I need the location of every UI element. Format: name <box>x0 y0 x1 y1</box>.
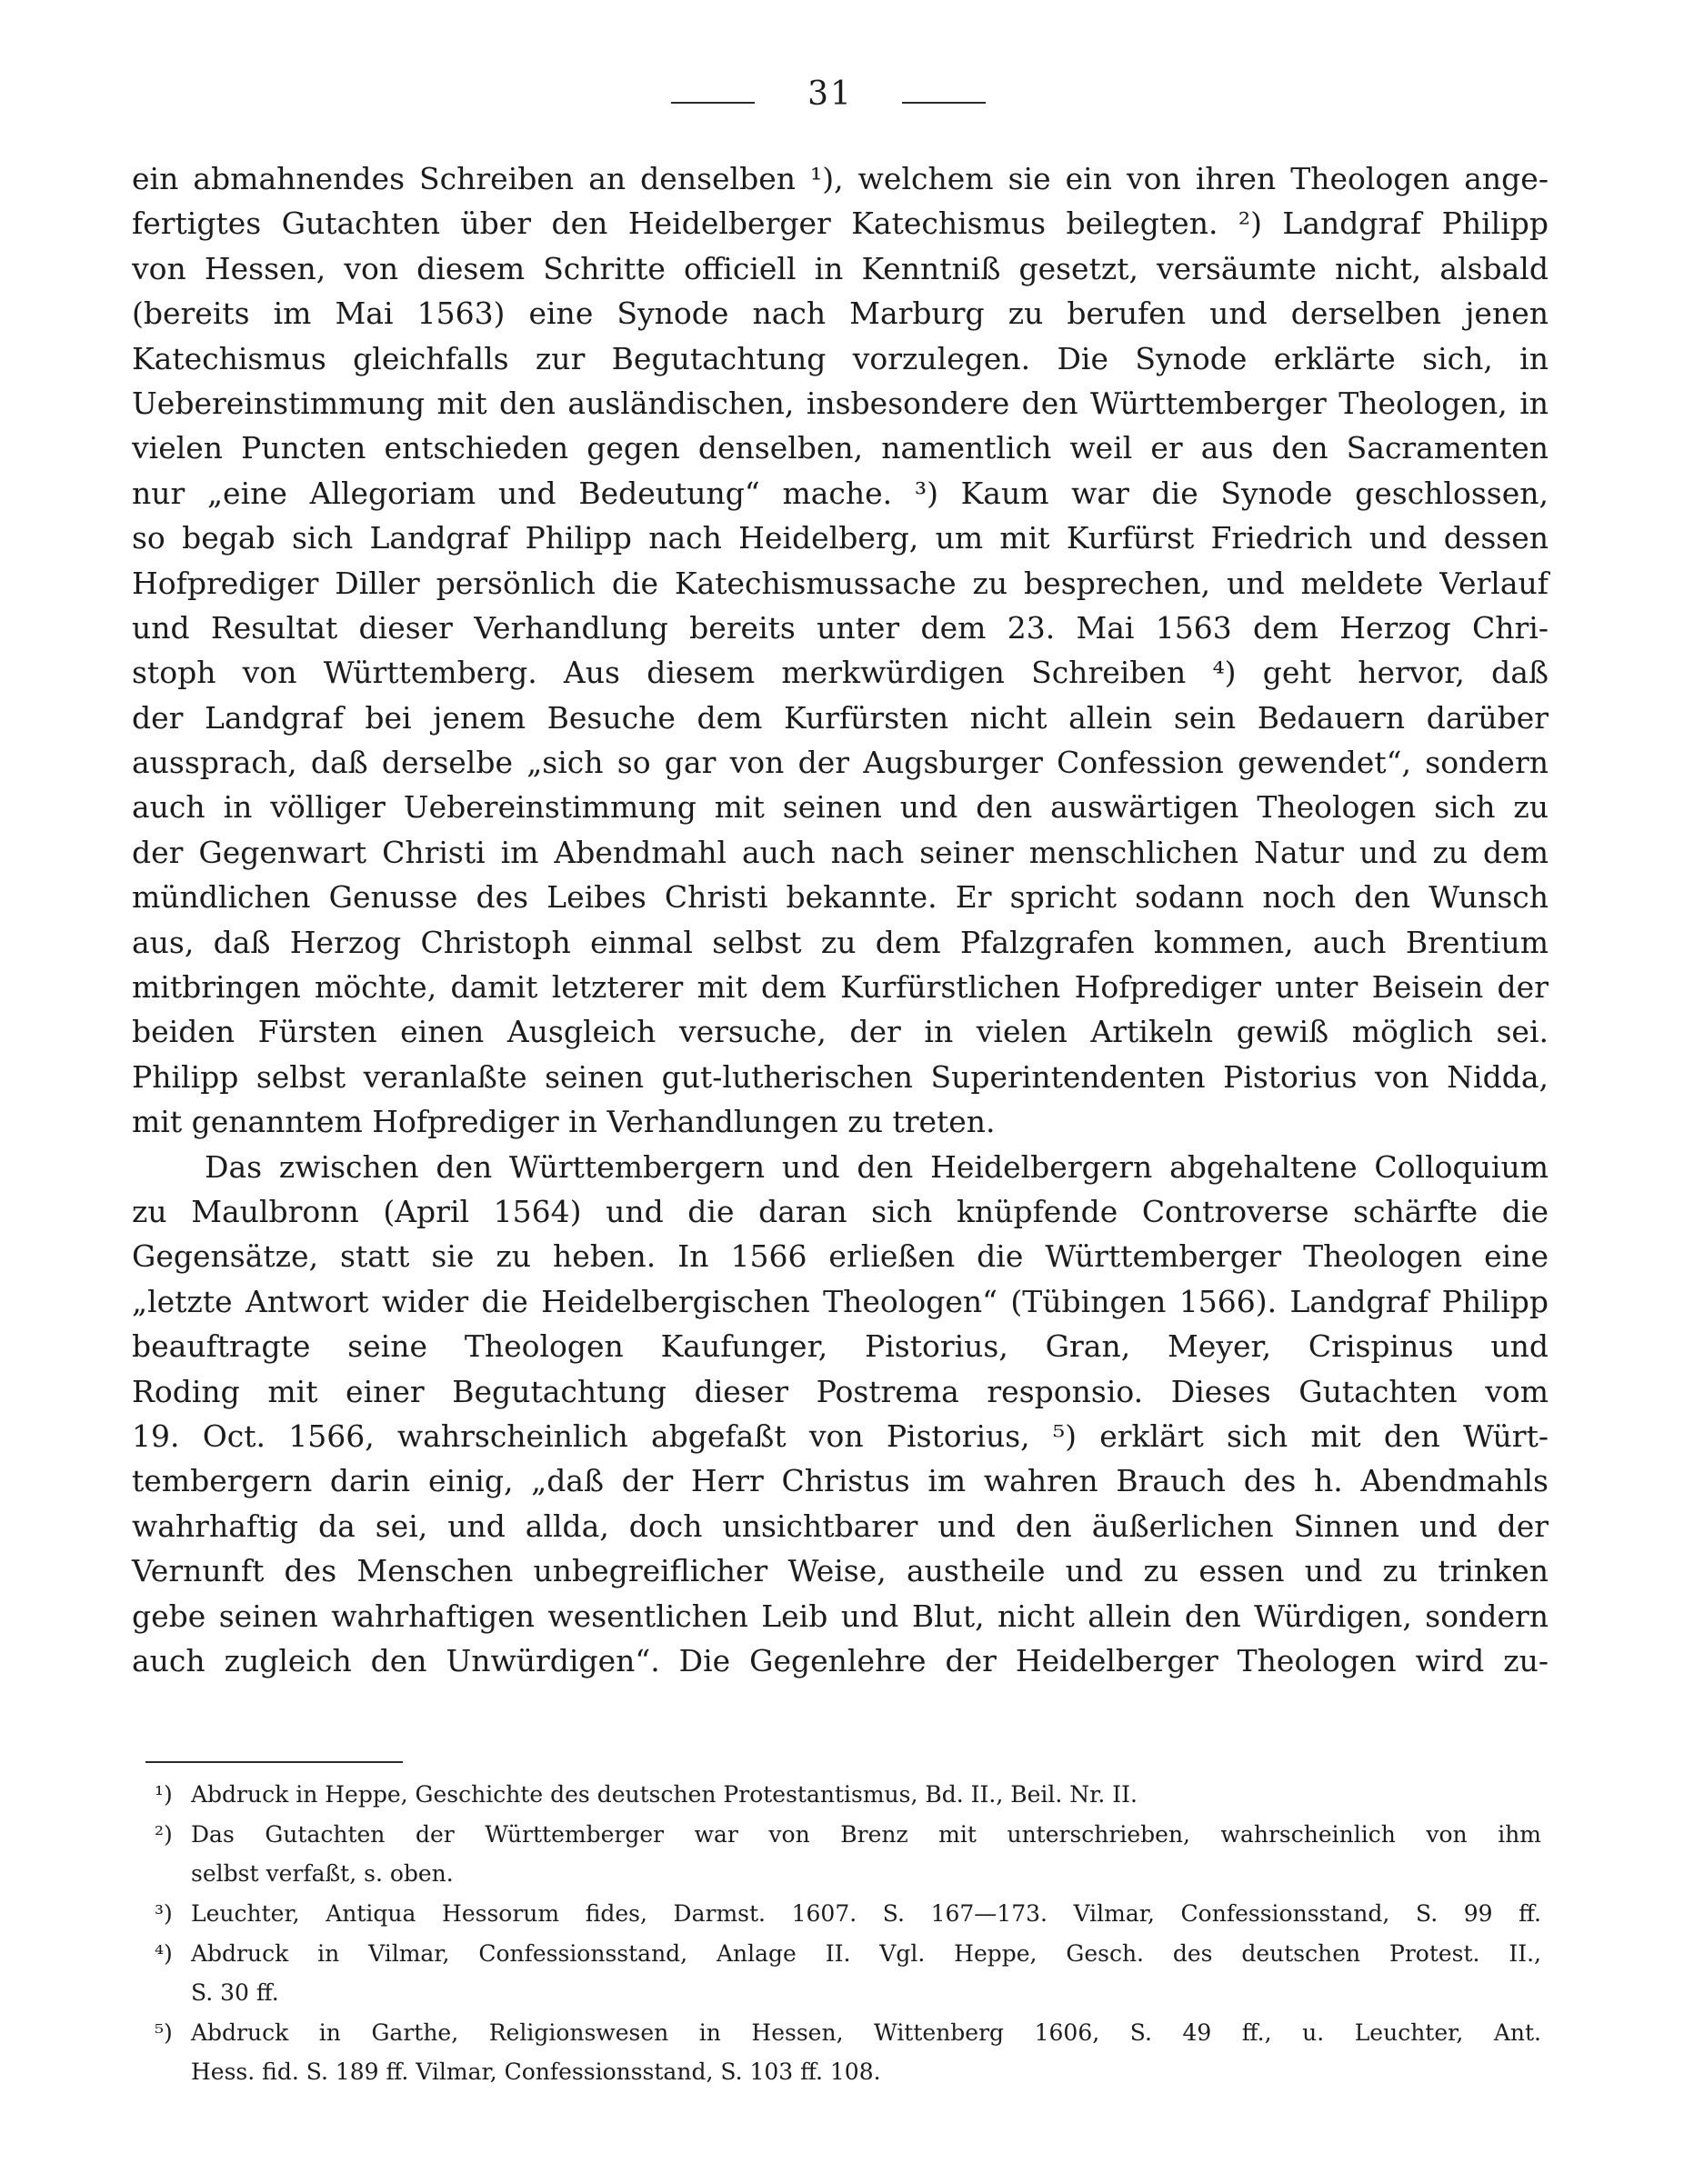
body-line: (bereits im Mai 1563) eine Synode nach Marburg zu berufen und derselben jenen <box>132 296 1549 332</box>
footnote-2 <box>155 1815 1541 1893</box>
body-line: beauftragte seine Theologen Kaufunger, Pistorius, Gran, Meyer, Crispinus und <box>132 1328 1549 1365</box>
footnote-marker: ¹) <box>155 1781 173 1808</box>
body-line: und Resultat dieser Verhandlung bereits unter dem 23. Mai 1563 dem Herzog Chri- <box>132 609 1549 646</box>
footnote-line: Hess. fid. S. 189 ff. Vilmar, Confessionsstand, S. 103 ff. 108. <box>191 2059 881 2085</box>
body-line: beiden Fürsten einen Ausgleich versuche, der in vielen Artikeln gewiß möglich sei. <box>132 1014 1549 1050</box>
header-rule-left <box>671 102 755 104</box>
footnote-line: Abdruck in Heppe, Geschichte des deutschen Protestantismus, Bd. II., Beil. Nr. II. <box>191 1781 1138 1808</box>
body-line: Das zwischen den Württembergern und den Heidelbergern abgehaltene Colloquium <box>205 1148 1549 1185</box>
body-line: Philipp selbst veranlaßte seinen gut-lutherischen Superintendenten Pistorius von Nidda, <box>132 1058 1549 1095</box>
body-text <box>132 156 1549 1683</box>
body-line: 19. Oct. 1566, wahrscheinlich abgefaßt von Pistorius, ⁵) erklärt sich mit den Würt- <box>132 1418 1549 1454</box>
body-line: mitbringen möchte, damit letzterer mit dem Kurfürstlichen Hofprediger unter Beisein der <box>132 969 1549 1006</box>
body-line: von Hessen, von diesem Schritte officiell in Kenntniß gesetzt, versäumte nicht, alsbald <box>132 250 1549 286</box>
body-line: Gegensätze, statt sie zu heben. In 1566 erließen die Württemberger Theologen eine <box>132 1238 1549 1275</box>
footnote-marker: ⁴) <box>155 1940 173 1967</box>
body-line: aussprach, daß derselbe „sich so gar von der Augsburger Confession gewendet“, sondern <box>132 745 1549 781</box>
body-line: nur „eine Allegoriam und Bedeutung“ mache. ³) Kaum war die Synode geschlossen, <box>132 475 1549 511</box>
footnote-line: Das Gutachten der Württemberger war von Brenz mit unterschrieben, wahrscheinlich von ihm <box>191 1821 1541 1848</box>
body-line: mündlichen Genusse des Leibes Christi bekannte. Er spricht sodann noch den Wunsch <box>132 879 1549 916</box>
body-line: mit genanntem Hofprediger in Verhandlungen zu treten. <box>132 1104 996 1140</box>
footnote-separator <box>145 1761 403 1763</box>
body-line: „letzte Antwort wider die Heidelbergischen Theologen“ (Tübingen 1566). Landgraf Philipp <box>132 1283 1549 1319</box>
body-line: fertigtes Gutachten über den Heidelberger Katechismus beilegten. ²) Landgraf Philipp <box>132 205 1549 242</box>
footnote-5 <box>155 2013 1541 2091</box>
page-number: 31 <box>807 75 853 113</box>
body-line: auch zugleich den Unwürdigen“. Die Gegenlehre der Heidelberger Theologen wird zu- <box>132 1642 1549 1678</box>
body-line: Roding mit einer Begutachtung dieser Postrema responsio. Dieses Gutachten vom <box>132 1373 1549 1409</box>
body-line: stoph von Württemberg. Aus diesem merkwürdigen Schreiben ⁴) geht hervor, daß <box>132 655 1549 691</box>
footnote-marker: ⁵) <box>155 2019 173 2046</box>
footnote-line: selbst verfaßt, s. oben. <box>191 1860 454 1887</box>
footnote-3 <box>155 1894 1541 1933</box>
body-line: ein abmahnendes Schreiben an denselben ¹), welchem sie ein von ihren Theologen ange- <box>132 161 1549 196</box>
body-line: der Gegenwart Christi im Abendmahl auch nach seiner menschlichen Natur und zu dem <box>132 834 1549 870</box>
footnote-line: Leuchter, Antiqua Hessorum fides, Darmst. 1607. S. 167—173. Vilmar, Confessionsstand, S. 99 ff. <box>191 1900 1541 1927</box>
body-line: gebe seinen wahrhaftigen wesentlichen Leib und Blut, nicht allein den Würdigen, sondern <box>132 1598 1549 1634</box>
body-line: so begab sich Landgraf Philipp nach Heidelberg, um mit Kurfürst Friedrich und dessen <box>132 520 1549 556</box>
footnote-marker: ³) <box>155 1900 173 1927</box>
page-header <box>0 75 1684 120</box>
footnote-line: S. 30 ff. <box>191 1979 279 2006</box>
footnotes <box>155 1775 1541 2091</box>
body-line: aus, daß Herzog Christoph einmal selbst zu dem Pfalzgrafen kommen, auch Brentium <box>132 924 1549 960</box>
footnote-marker: ²) <box>155 1821 173 1848</box>
body-line: Vernunft des Menschen unbegreiflicher Weise, austheile und zu essen und zu trinken <box>132 1553 1549 1589</box>
body-line: Uebereinstimmung mit den ausländischen, insbesondere den Württemberger Theologen, in <box>132 385 1549 421</box>
body-line: Hofprediger Diller persönlich die Katechismussache zu besprechen, und meldete Verlauf <box>132 565 1549 601</box>
body-line: wahrhaftig da sei, und allda, doch unsichtbarer und den äußerlichen Sinnen und der <box>132 1508 1549 1544</box>
body-line: der Landgraf bei jenem Besuche dem Kurfürsten nicht allein sein Bedauern darüber <box>132 699 1549 736</box>
footnote-1 <box>155 1775 1541 1814</box>
body-line: tembergern darin einig, „daß der Herr Christus im wahren Brauch des h. Abendmahls <box>132 1463 1549 1499</box>
body-line: auch in völliger Uebereinstimmung mit seinen und den auswärtigen Theologen sich zu <box>132 789 1549 826</box>
footnote-line: Abdruck in Garthe, Religionswesen in Hessen, Wittenberg 1606, S. 49 ff., u. Leuchter, Ant. <box>191 2019 1541 2046</box>
body-line: Katechismus gleichfalls zur Begutachtung vorzulegen. Die Synode erklärte sich, in <box>132 340 1549 376</box>
body-line: zu Maulbronn (April 1564) und die daran sich knüpfende Controverse schärfte die <box>132 1193 1549 1229</box>
header-rule-right <box>902 102 986 104</box>
footnote-4 <box>155 1934 1541 2012</box>
footnote-line: Abdruck in Vilmar, Confessionsstand, Anlage II. Vgl. Heppe, Gesch. des deutschen Protest. II., <box>191 1940 1541 1967</box>
body-line: vielen Puncten entschieden gegen denselben, namentlich weil er aus den Sacramenten <box>132 430 1549 466</box>
